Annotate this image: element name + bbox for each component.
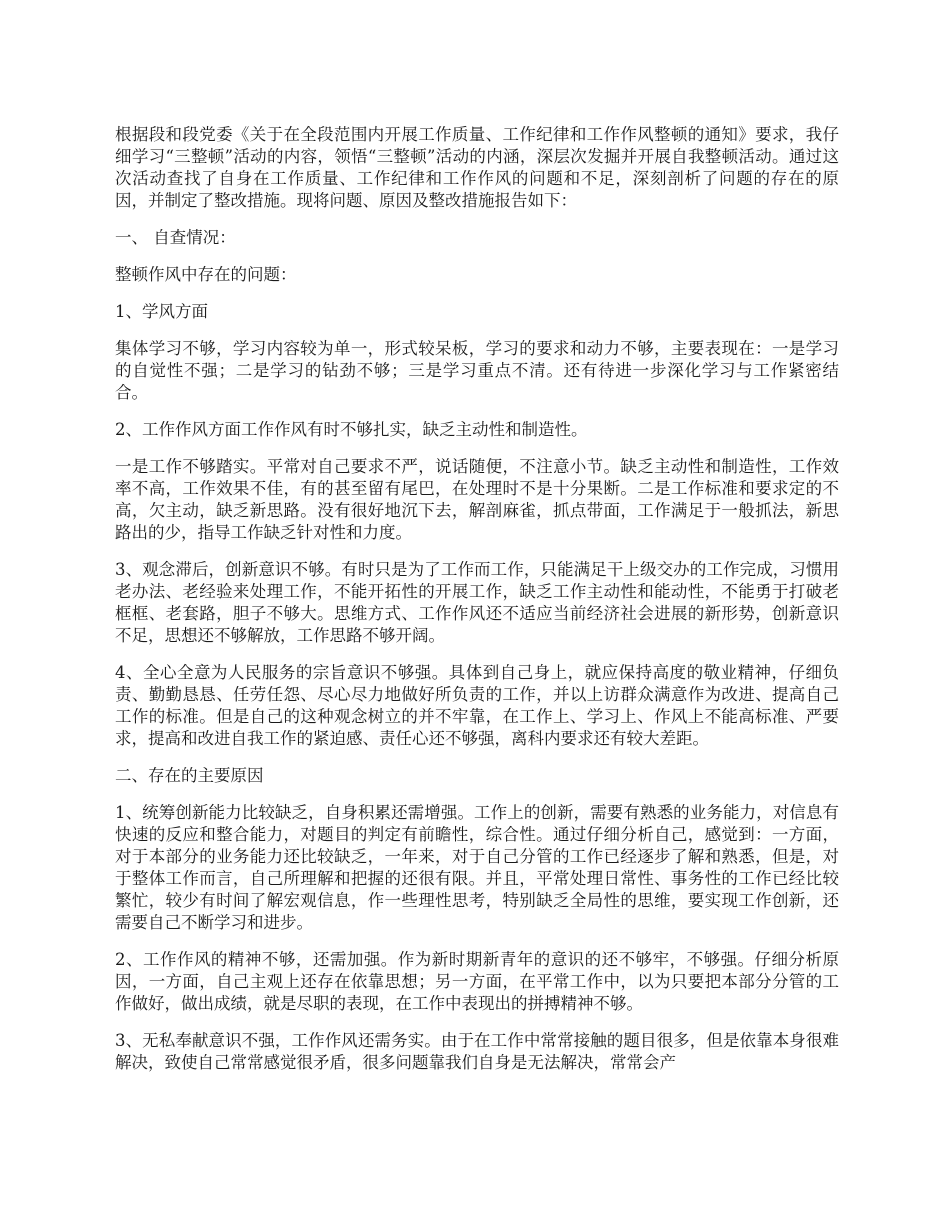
section-heading-self-check: 一、 自查情况： — [115, 228, 236, 247]
body-paragraph: 3、无私奉献意识不强，工作作风还需务实。由于在工作中常常接触的题目很多，但是依靠本身很难解决，致使自己常常感觉很矛盾，很多问题靠我们自身是无法解决，常常会产 — [115, 1031, 839, 1072]
item-heading-study-style: 1、学风方面 — [115, 302, 208, 321]
body-paragraph: 2、工作作风的精神不够，还需加强。作为新时期新青年的意识的还不够牢，不够强。仔细分析原因，一方面，自己主观上还存在依靠思想；另一方面，在平常工作中，以为只要把本部分分管的工作做好，做出成绩，就是尽职的表现，在工作中表现出的拼搏精神不够。 — [115, 950, 839, 1013]
body-paragraph: 1、统筹创新能力比较缺乏，自身积累还需增强。工作上的创新，需要有熟悉的业务能力，对信息有快速的反应和整合能力，对题目的判定有前瞻性，综合性。通过仔细分析自己，感觉到：一方面，对于本部分的业务能力还比较缺乏，一年来，对于自己分管的工作已经逐步了解和熟悉，但是，对于整体工作而言，自己所理解和把握的还很有限。并且，平常处理日常性、事务性的工作已经比较繁忙，较少有时间了解宏观信息，作一些理性思考，特别缺乏全局性的思维，要实现工作创新，还需要自己不断学习和进步。 — [115, 803, 839, 932]
body-paragraph: 4、全心全意为人民服务的宗旨意识不够强。具体到自己身上，就应保持高度的敬业精神，仔细负责、勤勤恳恳、任劳任怨、尽心尽力地做好所负责的工作，并以上访群众满意作为改进、提高自己工作的标准。但是自己的这种观念树立的并不牢靠，在工作上、学习上、作风上不能高标准、严要求，提高和改进自我工作的紧迫感、责任心还不够强，离科内要求还有较大差距。 — [115, 663, 839, 748]
subheading-problems: 整顿作风中存在的问题： — [115, 265, 297, 284]
body-paragraph: 集体学习不够，学习内容较为单一，形式较呆板，学习的要求和动力不够，主要表现在：一是学习的自觉性不强；二是学习的钻劲不够；三是学习重点不清。还有待进一步深化学习与工作紧密结合。 — [115, 339, 839, 402]
document-body — [115, 124, 839, 1089]
body-paragraph: 一是工作不够踏实。平常对自己要求不严，说话随便，不注意小节。缺乏主动性和制造性，工作效率不高，工作效果不佳，有的甚至留有尾巴，在处理时不是十分果断。二是工作标准和要求定的不高，欠主动，缺乏新思路。没有很好地沉下去，解剖麻雀，抓点带面，工作满足于一般抓法，新思路出的少，指导工作缺乏针对性和力度。 — [115, 457, 839, 542]
item-heading-work-style: 2、工作作风方面工作作风有时不够扎实，缺乏主动性和制造性。 — [115, 420, 588, 439]
body-paragraph: 3、观念滞后，创新意识不够。有时只是为了工作而工作，只能满足干上级交办的工作完成，习惯用老办法、老经验来处理工作，不能开拓性的开展工作，缺乏工作主动性和能动性，不能勇于打破老框框、老套路，胆子不够大。思维方式、工作作风还不适应当前经济社会进展的新形势，创新意识不足，思想还不够解放，工作思路不够开阔。 — [115, 560, 839, 645]
section-heading-causes: 二、存在的主要原因 — [115, 766, 264, 785]
intro-paragraph: 根据段和段党委《关于在全段范围内开展工作质量、工作纪律和工作作风整顿的通知》要求，我仔细学习“三整顿”活动的内容，领悟“三整顿”活动的内涵，深层次发掘并开展自我整顿活动。通过这次活动查找了自身在工作质量、工作纪律和工作作风的问题和不足，深刻剖析了问题的存在的原因，并制定了整改措施。现将问题、原因及整改措施报告如下： — [115, 125, 839, 210]
